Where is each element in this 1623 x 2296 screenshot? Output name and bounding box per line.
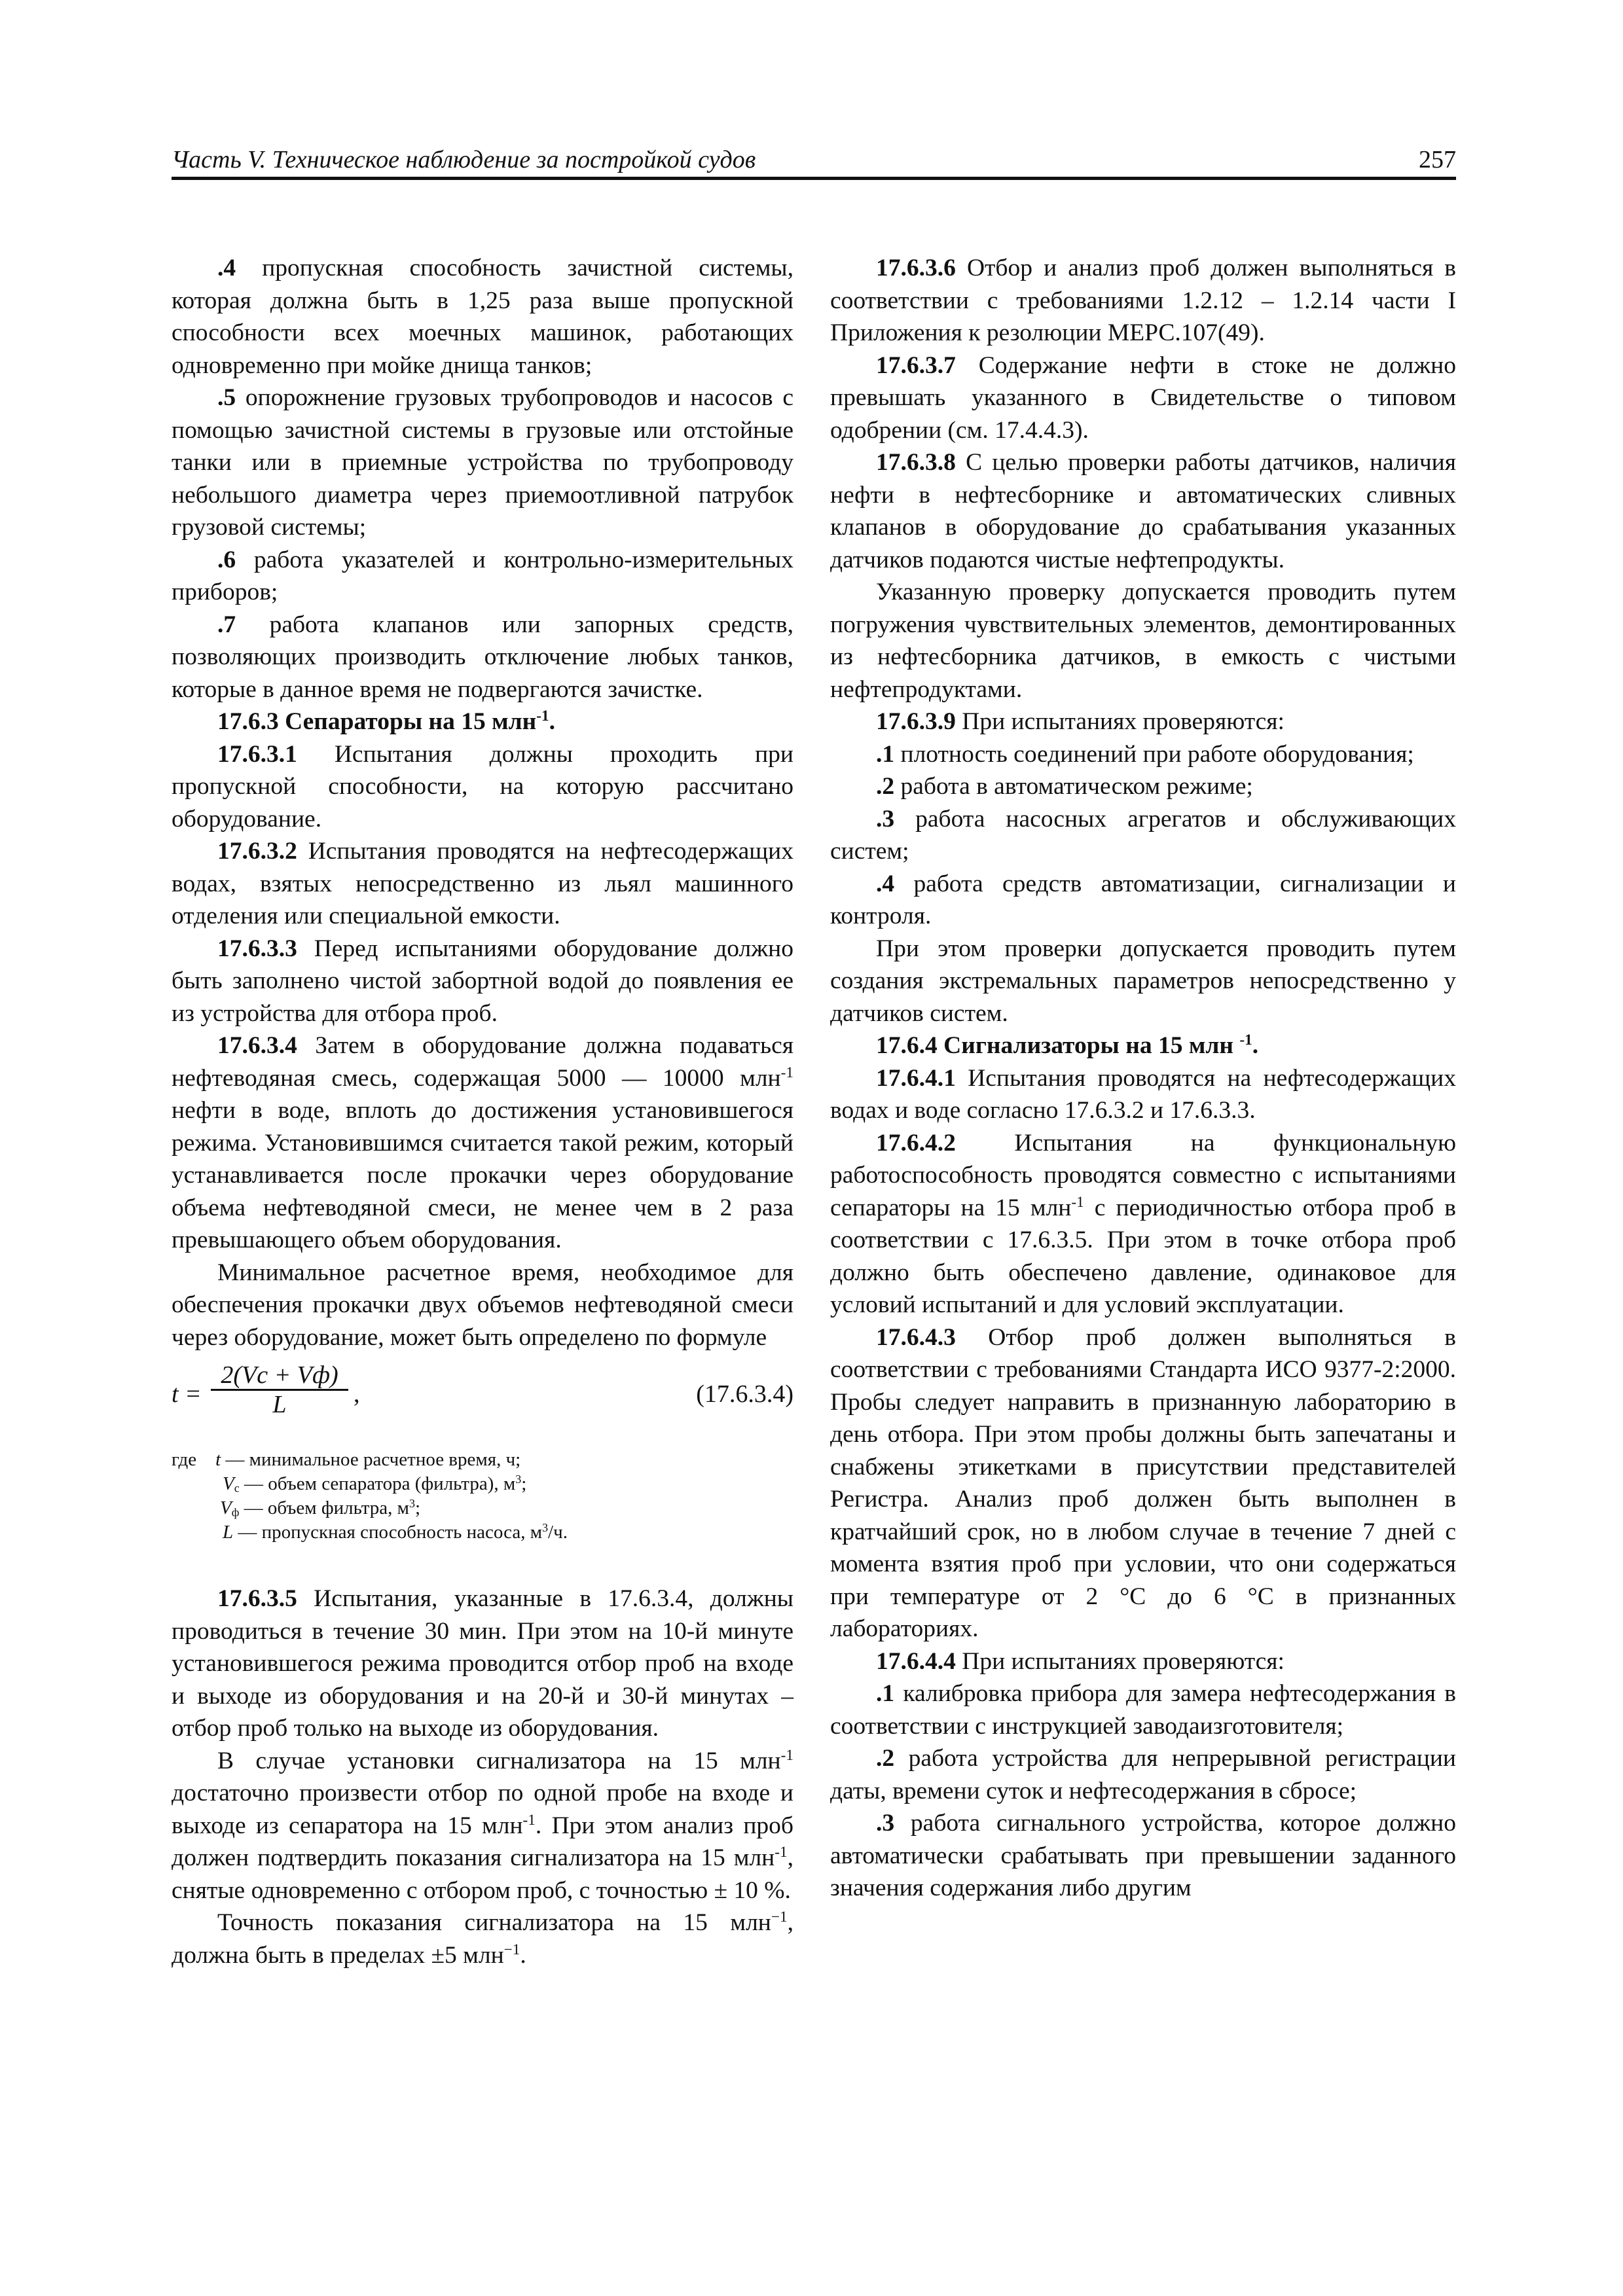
paragraph: 17.6.3.5 Испытания, указанные в 17.6.3.4, должны проводиться в течение 30 мин. При этом на 10-й минуте установившегося режима проводится отбор проб на входе и выходе из оборудования и на 20-й и 30-й минутах – отбор проб только на выходе из оборудования. — [172, 1585, 793, 1742]
paragraph: 17.6.3.9 При испытаниях проверяются: — [876, 708, 1285, 735]
list-item: .2 работа в автоматическом режиме; — [876, 773, 1253, 800]
running-header — [172, 145, 1456, 177]
section-heading: 17.6.4 Сигнализаторы на 15 млн $^{-1}$. — [876, 1031, 1259, 1059]
formula-denominator: L — [272, 1391, 287, 1418]
list-item: .1 плотность соединений при работе оборудования; — [876, 740, 1414, 768]
paragraph: 17.6.4.2 Испытания на функциональную работоспособность проводятся совместно с испытаниями сепараторы на 15 млн$^{-1}$ с периодичностью отбора проб в соответствии с 17.6.3.5. При этом в точке отбора проб должно быть обеспечено давление, одинаковое для условий испытаний и для условий эксплуатации. — [830, 1129, 1456, 1318]
list-item: .2 работа устройства для непрерывной регистрации даты, времени суток и нефтесодержания в сбросе; — [830, 1745, 1456, 1804]
paragraph: Точность показания сигнализатора на 15 млн$^{-1}$, должна быть в пределах ±5 млн$^{-1}$. — [172, 1909, 793, 1969]
list-item: .1 калибровка прибора для замера нефтесодержания в соответствии с инструкцией заводаизготовителя; — [830, 1680, 1456, 1740]
paragraph: 17.6.4.3 Отбор проб должен выполняться в соответствии с требованиями Стандарта ИСО 9377-2:2000. Пробы следует направить в признанную лабораторию в день отбора. При этом пробы должны быть запечатаны и снабжены этикетками в присутствии представителей Регистра. Анализ проб должен быть выполнен в кратчайший срок, но в любом случае в течение 7 дней с момента взятия проб при условии, что они содержаться при температуре от 2 °С до 6 °С в признанных лабораториях. — [830, 1323, 1456, 1642]
page-number: 257 — [1419, 146, 1456, 173]
paragraph: В случае установки сигнализатора на 15 млн$^{-1}$ достаточно произвести отбор по одной пробе на входе и выходе из сепаратора на 15 млн$^{-1}$. При этом анализ проб должен подтвердить показания сигнализатора на 15 млн$^{-1}$, снятые одновременно с отбором проб, с точностью ± 10 %. — [172, 1746, 793, 1904]
paragraph: При этом проверки допускается проводить путем создания экстремальных параметров непосредственно у датчиков систем. — [830, 935, 1456, 1027]
list-item: .4 работа средств автоматизации, сигнализации и контроля. — [830, 870, 1456, 929]
paragraph: 17.6.3.7 Содержание нефти в стоке не должно превышать указанного в Свидетельстве о типовом одобрении (см. 17.4.4.3). — [830, 351, 1456, 444]
formula-fraction — [211, 1361, 348, 1418]
section-heading: 17.6.3 Сепараторы на 15 млн$^{-1}$. — [217, 708, 556, 735]
paragraph: .5 опорожнение грузовых трубопроводов и насосов с помощью зачистной системы в грузовые или отстойные танки или в приемные устройства по трубопроводу небольшого диаметра через приемоотливной патрубок грузовой системы; — [172, 384, 793, 541]
paragraph: Указанную проверку допускается проводить путем погружения чувствительных элементов, демонтированных из нефтесборника датчиков, в емкость с чистыми нефтепродуктами. — [830, 579, 1456, 703]
formula: t = 2(Vс + Vф) L , (17.6.3.4) — [172, 1361, 793, 1418]
paragraph: 17.6.3.2 Испытания проводятся на нефтесодержащих водах, взятых непосредственно из льял машинного отделения или специальной емкости. — [172, 838, 793, 929]
paragraph: .6 работа указателей и контрольно-измерительных приборов; — [172, 546, 793, 605]
paragraph: .7 работа клапанов или запорных средств, позволяющих производить отключение любых танков, которые в данное время не подвергаются зачистке. — [172, 611, 793, 703]
formula-number: (17.6.3.4) — [696, 1380, 793, 1408]
left-column — [172, 252, 793, 1971]
paragraph: 17.6.4.1 Испытания проводятся на нефтесодержащих водах и воде согласно 17.6.3.2 и 17.6.3.3. — [830, 1064, 1456, 1124]
list-item: .3 работа насосных агрегатов и обслуживающих систем; — [830, 805, 1456, 865]
paragraph: Минимальное расчетное время, необходимое для обеспечения прокачки двух объемов нефтеводяной смеси через оборудование, может быть определено по формуле — [172, 1259, 793, 1351]
paragraph: 17.6.3.6 Отбор и анализ проб должен выполняться в соответствии с требованиями 1.2.12 – 1.2.14 части I Приложения к резолюции МЕРС.107(49). — [830, 255, 1456, 346]
paragraph: 17.6.3.8 С целью проверки работы датчиков, наличия нефти в нефтесборнике и автоматических сливных клапанов в оборудование до срабатывания указанных датчиков подаются чистые нефтепродукты. — [830, 449, 1456, 573]
header-rule — [172, 177, 1456, 180]
formula-numerator: 2(Vс + Vф) — [211, 1361, 348, 1391]
list-item: .3 работа сигнального устройства, которое должно автоматически срабатывать при превышении заданного значения содержания либо другим — [830, 1810, 1456, 1901]
formula-legend: где t — минимальное расчетное время, ч; $V_с$ — объем сепаратора (фильтра), $м^3$; $V_ф$ — объем фильтра, $м^3$; L — пропускная способность насоса, $м^3/ч$. — [172, 1449, 568, 1543]
header-title: Часть V. Техническое наблюдение за постройкой судов — [172, 146, 756, 173]
formula-lhs: t = — [172, 1380, 202, 1408]
paragraph: 17.6.3.1 Испытания должны проходить при пропускной способности, на которую рассчитано оборудование. — [172, 740, 793, 833]
paragraph: .4 пропускная способность зачистной системы, которая должна быть в 1,25 раза выше пропускной способности всех моечных машинок, работающих одновременно при мойке днища танков; — [172, 255, 793, 379]
paragraph: 17.6.4.4 При испытаниях проверяются: — [876, 1647, 1285, 1675]
paragraph: 17.6.3.4 Затем в оборудование должна подаваться нефтеводяная смесь, содержащая 5000 — 10000 млн$^{-1}$ нефти в воде, вплоть до достижения установившегося режима. Установившимся считается такой режим, который устанавливается после прокачки через оборудование объема нефтеводяной смеси, не менее чем в 2 раза превышающего объем оборудования. — [172, 1032, 793, 1253]
right-column — [830, 252, 1456, 1905]
paragraph: 17.6.3.3 Перед испытаниями оборудование должно быть заполнено чистой забортной водой до появления ее из устройства для отбора проб. — [172, 935, 793, 1027]
